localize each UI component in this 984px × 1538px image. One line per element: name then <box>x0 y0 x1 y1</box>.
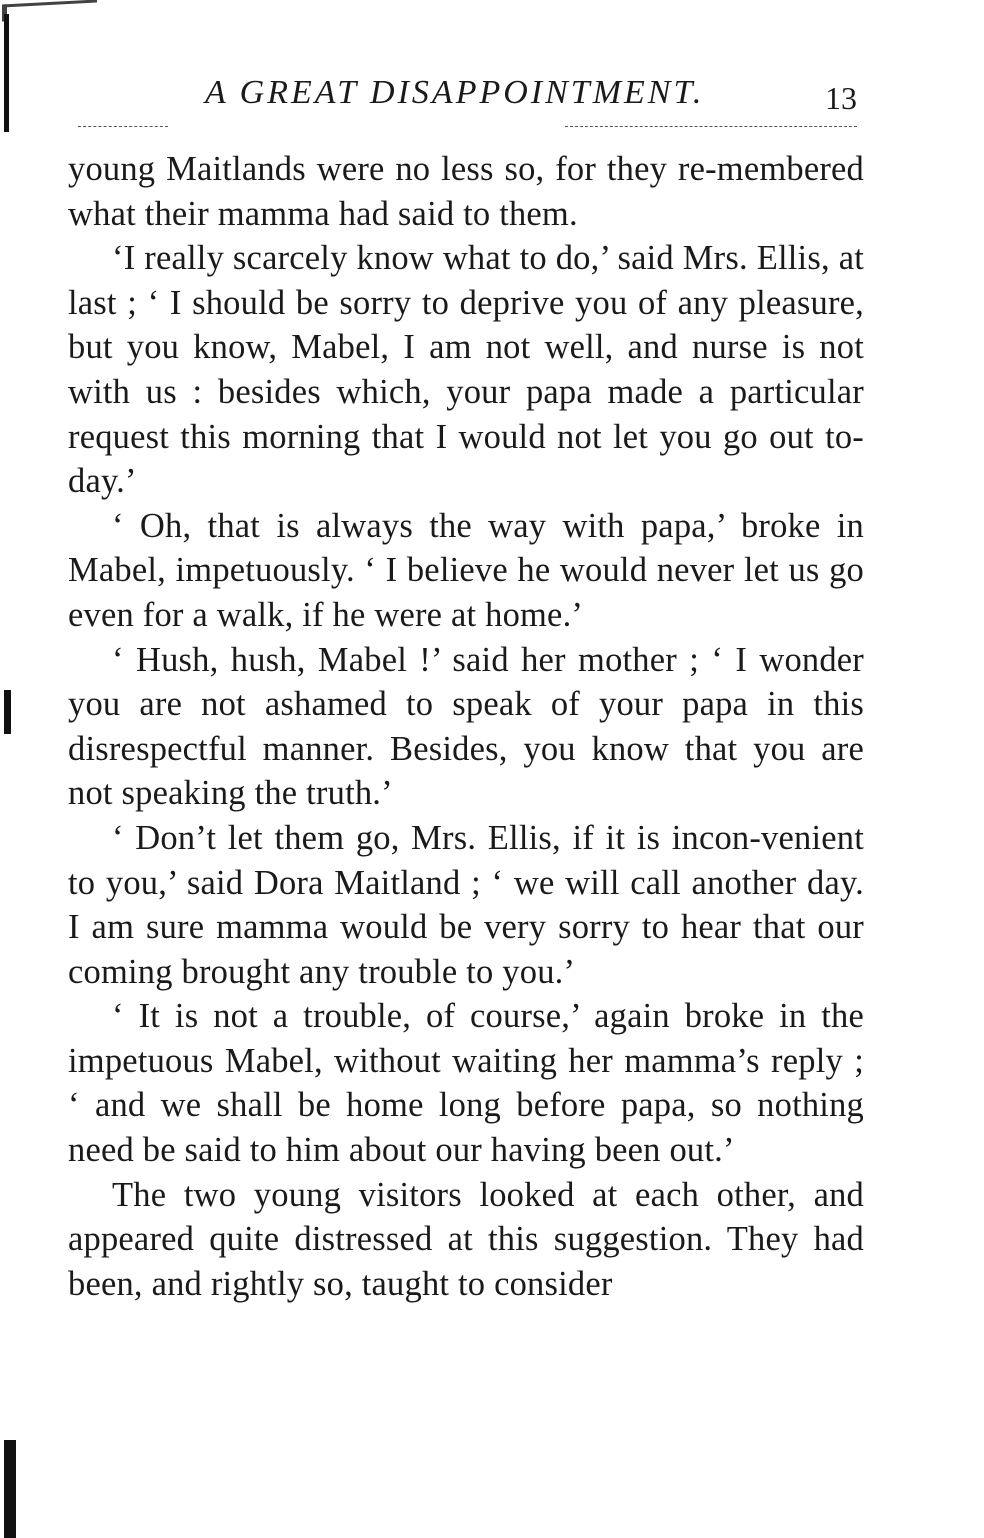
scan-edge-mark-middle <box>4 690 11 734</box>
paragraph: young Maitlands were no less so, for they re-membered what their mamma had said to them. <box>68 150 864 233</box>
header-rule-left <box>78 126 168 127</box>
header-rule-right <box>565 126 857 127</box>
scan-edge-mark-bottom <box>4 1440 16 1538</box>
paragraph: ‘ Hush, hush, Mabel !’ said her mother ; ‘ I wonder you are not ashamed to speak of your papa in this disrespectful manner. Besides, you know that you are not speaking the truth.’ <box>68 640 864 813</box>
paragraph: ‘ Oh, that is always the way with papa,’ broke in Mabel, impetuously. ‘ I believe he would never let us go even for a walk, if he were at home.’ <box>68 506 864 634</box>
paragraph: ‘ It is not a trouble, of course,’ again broke in the impetuous Mabel, without waiting her mamma’s reply ; ‘ and we shall be home long before papa, so nothing need be said to him about our having been out.’ <box>68 997 864 1170</box>
body-text <box>68 147 864 1306</box>
paragraph: The two young visitors looked at each other, and appeared quite distressed at this suggestion. They had been, and rightly so, taught to consider <box>68 1175 864 1303</box>
paragraph: ‘I really scarcely know what to do,’ said Mrs. Ellis, at last ; ‘ I should be sorry to deprive you of any pleasure, but you know, Mabel, I am not well, and nurse is not with us : besides which, your papa made a particular request this morning that I would not let you go out to-day.’ <box>68 239 864 501</box>
running-title: A GREAT DISAPPOINTMENT. <box>205 74 705 111</box>
page-header <box>0 66 984 126</box>
paragraph: ‘ Don’t let them go, Mrs. Ellis, if it is incon-venient to you,’ said Dora Maitland ; ‘ we will call another day. I am sure mamma would be very sorry to hear that our coming brought any trouble to you.’ <box>68 818 864 991</box>
page-number: 13 <box>825 80 857 116</box>
scan-edge-corner <box>2 0 97 21</box>
